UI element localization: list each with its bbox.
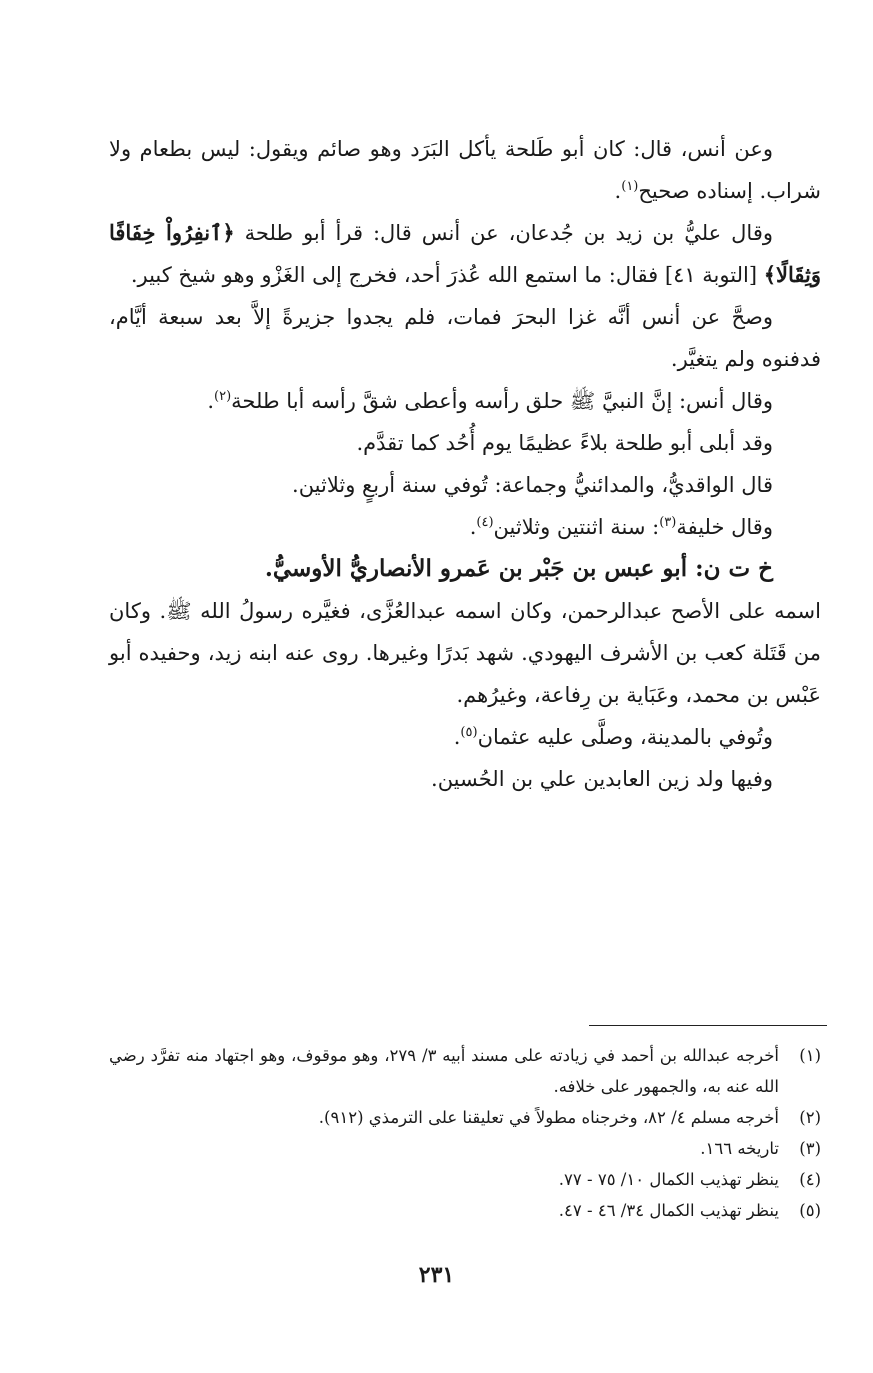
footnote-5 [109,1195,821,1226]
footnote-number: (٤) [799,1170,821,1189]
paragraph-5: وقد أبلى أبو طلحة بلاءً عظيمًا يوم أُحُد كما تقدَّم. [356,431,773,455]
footnote-number: (٣) [799,1139,821,1158]
paragraph-2: وقال عليُّ بن زيد بن جُدعان، عن أنس قال: قرأ أبو طلحة ﴿ٱنفِرُواْ خِفَافًا وَثِقَالًا﴾ [التوبة ٤١] فقال: ما استمع الله عُذرَ أحد، فخرج إلى الغَزْو وهو شيخ كبير. [109,220,821,287]
paragraph-3: وصحَّ عن أنس أنَّه غزا البحرَ فمات، فلم يجدوا جزيرةً إلاَّ بعد سبعة أيَّام، فدفنوه ولم يتغيَّر. [109,305,821,371]
main-text [109,128,821,800]
footnote-text: أخرجه عبدالله بن أحمد في زيادته على مسند أبيه ٣/ ٢٧٩، وهو موقوف، وهو اجتهاد منه تفرَّد رضي الله عنه به، والجمهور على خلافه. [109,1046,779,1096]
footnote-ref-3: (٣) [659,515,677,530]
footnote-ref-1: (١) [621,179,639,194]
footnote-number: (٥) [799,1201,821,1220]
paragraph-8: اسمه على الأصح عبدالرحمن، وكان اسمه عبدالعُزَّى، فغيَّره رسولُ الله ﷺ. وكان من قَتَلة كعب بن الأشرف اليهودي. شهد بَدرًا وغيرها. روى عنه ابنه زيد، وحفيده أبو عَبْس بن محمد، وعَبَاية بن رِفاعة، وغيرُهم. [109,599,821,707]
paragraph-10: وفيها ولد زين العابدين علي بن الحُسين. [431,767,773,791]
footnote-divider [589,1025,827,1026]
quran-verse: ﴿ٱنفِرُواْ خِفَافًا وَثِقَالًا﴾ [109,220,821,287]
paragraph-7: وقال خليفة$^{(٣)}$: سنة اثنتين وثلاثين$^{(٤)}$. [469,515,773,539]
footnote-2 [109,1102,821,1133]
footnote-ref-5: (٥) [460,725,478,740]
footnote-ref-4: (٤) [476,515,494,530]
footnote-4 [109,1164,821,1195]
footnote-number: (١) [799,1046,821,1065]
paragraph-4: وقال أنس: إنَّ النبيَّ ﷺ حلق رأسه وأعطى شقَّ رأسه أبا طلحة$^{(٢)}$. [207,389,773,413]
footnote-text: ينظر تهذيب الكمال ٣٤/ ٤٦ - ٤٧. [558,1201,779,1220]
entry-heading: خ ت ن: أبو عبس بن جَبْر بن عَمرو الأنصاريُّ الأوسيُّ. [264,555,773,582]
footnote-number: (٢) [799,1108,821,1127]
paragraph-6: قال الواقديُّ، والمدائنيُّ وجماعة: تُوفي سنة أربعٍ وثلاثين. [292,473,773,497]
paragraph-1: وعن أنس، قال: كان أبو طَلحة يأكل البَرَد وهو صائم ويقول: ليس بطعام ولا شراب. إسناده صحيح$^{(١)}$. [109,137,821,203]
page-number: ٢٣١ [418,1262,455,1288]
footnote-text: أخرجه مسلم ٤/ ٨٢، وخرجناه مطولاً في تعليقنا على الترمذي (٩١٢). [318,1108,779,1127]
footnote-text: ينظر تهذيب الكمال ١٠/ ٧٥ - ٧٧. [558,1170,779,1189]
footnote-text: تاريخه ١٦٦. [700,1139,779,1158]
footnotes [109,1040,821,1226]
footnote-3 [109,1133,821,1164]
paragraph-9: وتُوفي بالمدينة، وصلَّى عليه عثمان$^{(٥)}$. [453,725,773,749]
footnote-1 [109,1040,821,1102]
footnote-ref-2: (٢) [214,389,232,404]
